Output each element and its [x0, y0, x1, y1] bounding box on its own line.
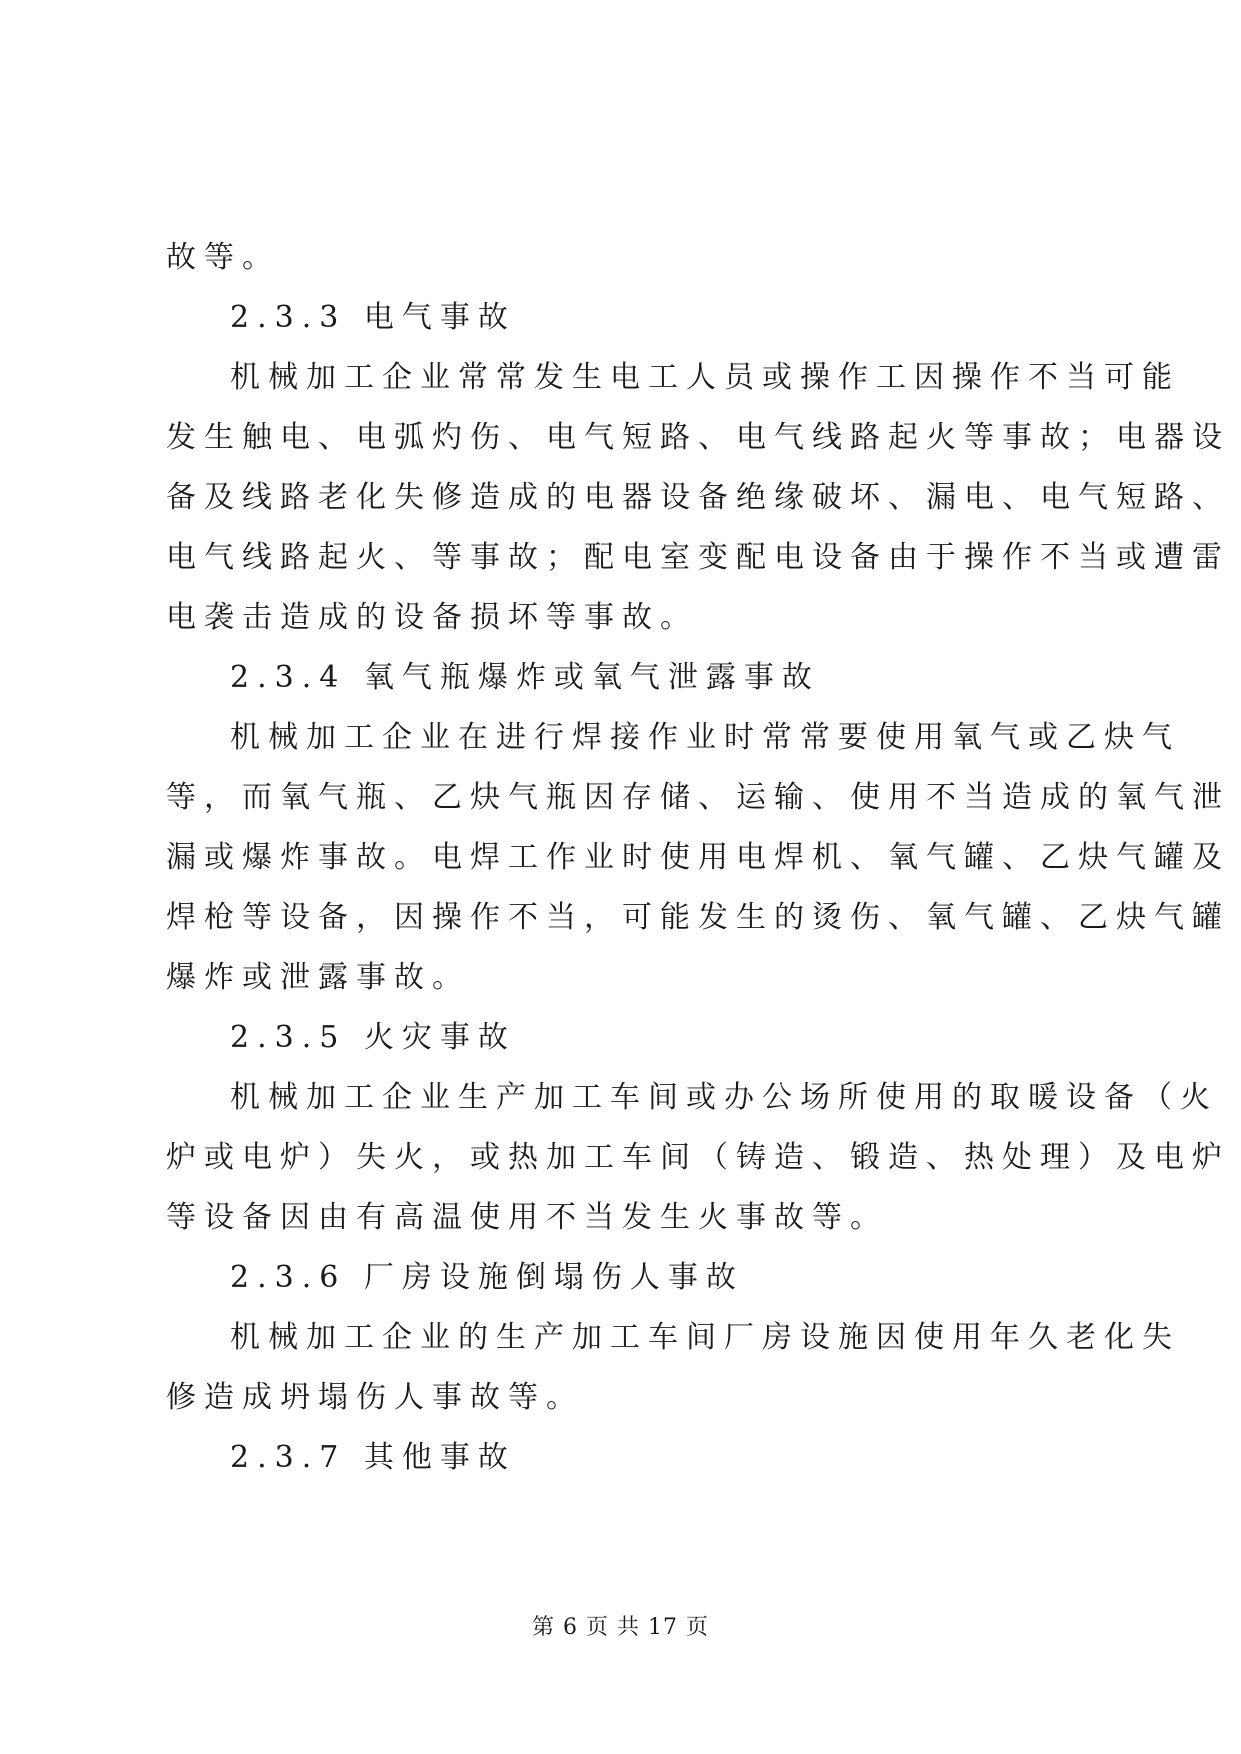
section-heading: 2.3.7 其他事故: [230, 1440, 516, 1475]
text-line: 发生触电、电弧灼伤、电气短路、电气线路起火等事故；电器设: [166, 420, 1230, 455]
text-line: 炉或电炉）失火，或热加工车间（铸造、锻造、热处理）及电炉: [166, 1140, 1230, 1175]
text-line: 电气线路起火、等事故；配电室变配电设备由于操作不当或遭雷: [166, 540, 1230, 575]
text-line: 爆炸或泄露事故。: [166, 960, 470, 995]
section-heading: 2.3.5 火灾事故: [230, 1020, 516, 1055]
text-line: 修造成坍塌伤人事故等。: [166, 1380, 584, 1415]
text-line: 漏或爆炸事故。电焊工作业时使用电焊机、氧气罐、乙炔气罐及: [166, 840, 1230, 875]
text-line: 机械加工企业生产加工车间或办公场所使用的取暖设备（火: [230, 1080, 1218, 1115]
text-line: 故等。: [166, 240, 280, 275]
text-line: 机械加工企业的生产加工车间厂房设施因使用年久老化失: [230, 1320, 1180, 1355]
text-line: 备及线路老化失修造成的电器设备绝缘破坏、漏电、电气短路、: [166, 480, 1230, 515]
section-heading: 2.3.6 厂房设施倒塌伤人事故: [230, 1260, 744, 1295]
text-line: 等，而氧气瓶、乙炔气瓶因存储、运输、使用不当造成的氧气泄: [166, 780, 1230, 815]
text-line: 机械加工企业在进行焊接作业时常常要使用氧气或乙炔气: [230, 720, 1180, 755]
section-heading: 2.3.3 电气事故: [230, 300, 516, 335]
text-line: 焊枪等设备，因操作不当，可能发生的烫伤、氧气罐、乙炔气罐: [166, 900, 1230, 935]
section-heading: 2.3.4 氧气瓶爆炸或氧气泄露事故: [230, 660, 820, 695]
page-footer: 第 6 页 共 17 页: [532, 1615, 709, 1640]
text-line: 机械加工企业常常发生电工人员或操作工因操作不当可能: [230, 360, 1180, 395]
document-body: [166, 228, 1230, 1488]
text-line: 等设备因由有高温使用不当发生火事故等。: [166, 1200, 888, 1235]
text-line: 电袭击造成的设备损坏等事故。: [166, 600, 698, 635]
